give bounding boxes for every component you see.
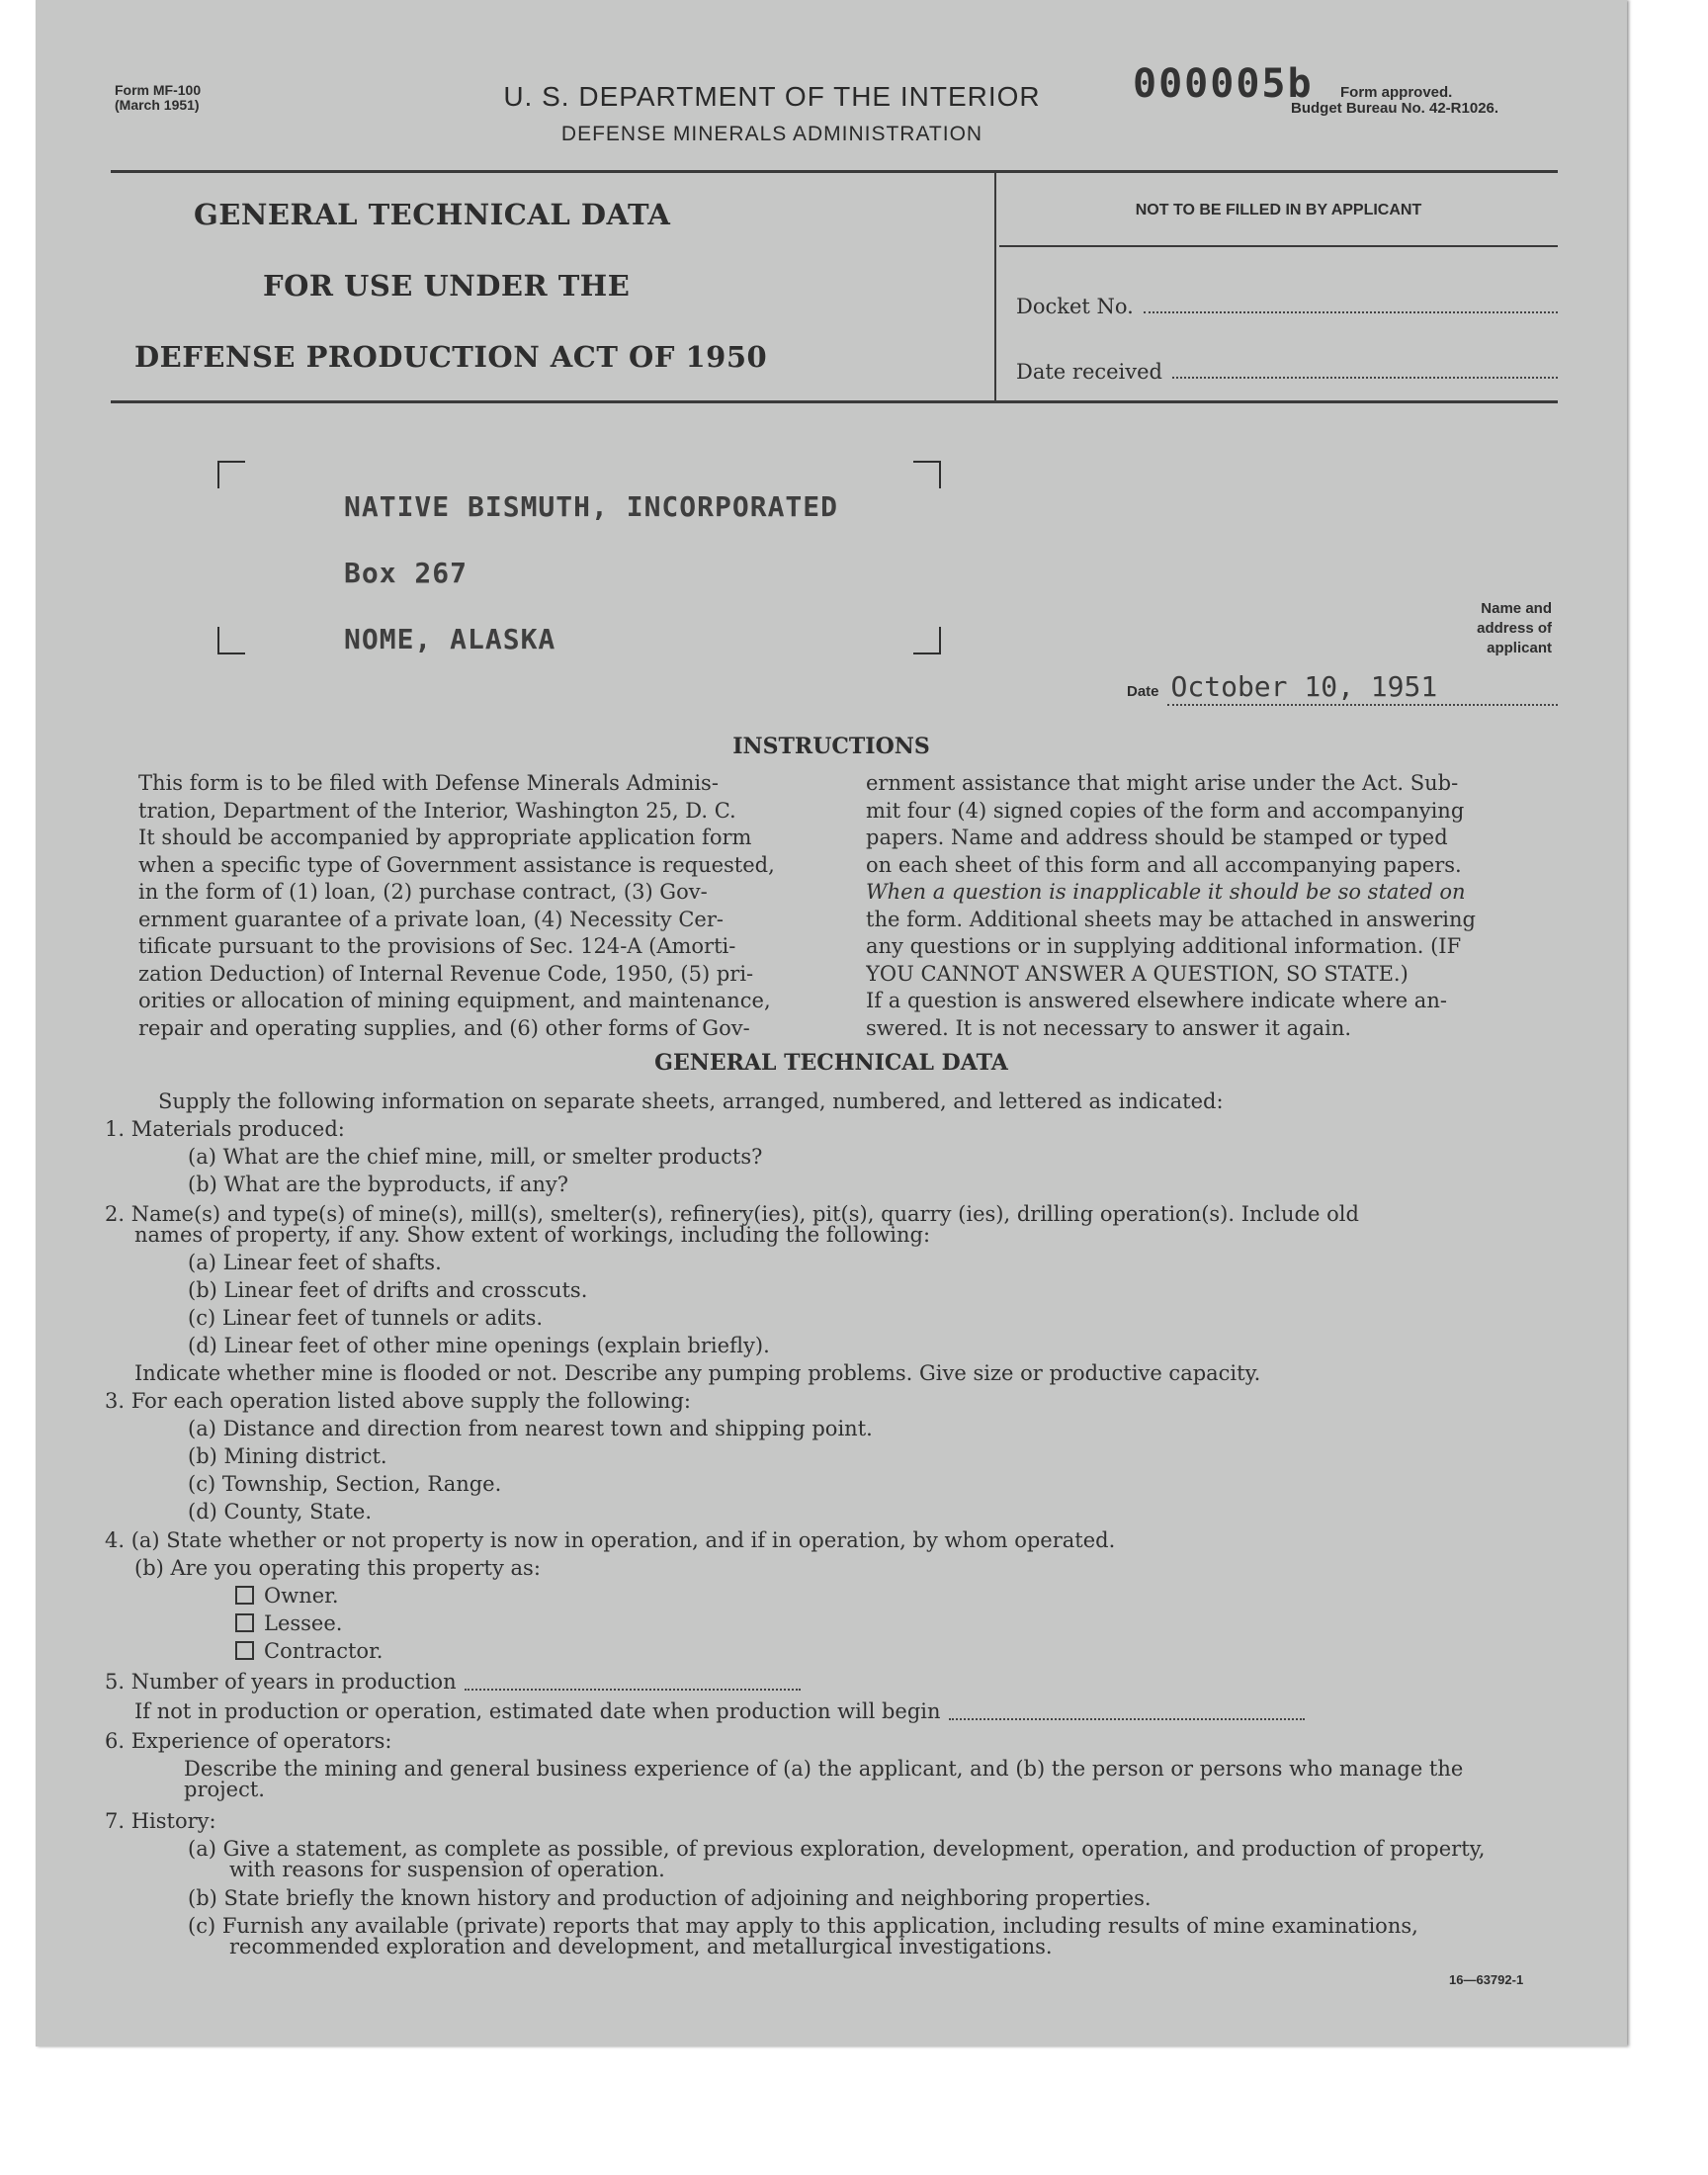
contractor-label: Contractor. [264, 1639, 384, 1663]
q3b: (b) Mining district. [188, 1444, 387, 1468]
title-line-3: DEFENSE PRODUCTION ACT OF 1950 [134, 340, 768, 374]
q5-line[interactable] [465, 1689, 801, 1691]
q6-line-1: Describe the mining and general business experience of (a) the applicant, and (b) the person or persons who manage the [184, 1757, 1464, 1781]
gtd-heading: GENERAL TECHNICAL DATA [654, 1050, 1008, 1076]
instruction-line: When a question is inapplicable it should be so stated on [866, 880, 1466, 904]
print-code: 16—63792-1 [1449, 1972, 1524, 1987]
instruction-line: It should be accompanied by appropriate application form [138, 826, 752, 849]
q2d: (d) Linear feet of other mine openings (explain briefly). [188, 1334, 770, 1357]
form-number: Form MF-100 [115, 82, 202, 98]
q7c-line-2: recommended exploration and development, and metallurgical investigations. [229, 1935, 1053, 1958]
lessee-label: Lessee. [264, 1611, 343, 1635]
q5-field[interactable] [105, 1669, 801, 1696]
department-title: U. S. DEPARTMENT OF THE INTERIOR [503, 81, 1041, 112]
q5-label: 5. Number of years in production [105, 1670, 457, 1694]
q1: 1. Materials produced: [105, 1117, 345, 1141]
instruction-line: repair and operating supplies, and (6) other forms of Gov- [138, 1015, 750, 1040]
q3c: (c) Township, Section, Range. [188, 1472, 502, 1496]
docket-field[interactable] [1016, 295, 1558, 318]
instruction-line: in the form of (1) loan, (2) purchase contract, (3) Gov- [138, 880, 708, 904]
instruction-line: ernment assistance that might arise under the Act. Sub- [866, 771, 1459, 795]
applicant-address-2: NOME, ALASKA [344, 623, 556, 655]
instruction-line: swered. It is not necessary to answer it again. [866, 1015, 1352, 1040]
address-corner-br [913, 627, 941, 654]
q3d: (d) County, State. [188, 1500, 373, 1523]
q3: 3. For each operation listed above supply the following: [105, 1389, 691, 1413]
q6-line-2: project. [184, 1778, 265, 1801]
gtd-intro: Supply the following information on separate sheets, arranged, numbered, and lettered as indicated: [158, 1089, 1224, 1113]
title-line-2: FOR USE UNDER THE [263, 269, 631, 303]
q4a: 4. (a) State whether or not property is now in operation, and if in operation, by whom operated. [105, 1528, 1116, 1552]
divider-rule [994, 173, 996, 400]
bottom-rule [111, 400, 1558, 403]
q7c-line-1: (c) Furnish any available (private) reports that may apply to this application, including results of mine examinations, [188, 1914, 1418, 1938]
approval-line-2: Budget Bureau No. 42-R1026. [1291, 100, 1499, 117]
q2a: (a) Linear feet of shafts. [188, 1251, 442, 1274]
q3a: (a) Distance and direction from nearest town and shipping point. [188, 1417, 873, 1440]
instruction-line: This form is to be filed with Defense Minerals Adminis- [138, 771, 719, 795]
instruction-line: tration, Department of the Interior, Washington 25, D. C. [138, 798, 736, 823]
instructions-heading: INSTRUCTIONS [732, 734, 930, 759]
approval-line-1: Form approved. [1340, 84, 1453, 101]
date-value[interactable]: October 10, 1951 [1167, 670, 1558, 706]
applicant-address-1: Box 267 [344, 557, 469, 589]
office-use-heading: NOT TO BE FILLED IN BY APPLICANT [1135, 202, 1422, 218]
applicant-label-line-1: Name and [1481, 600, 1552, 617]
office-heading-rule [999, 245, 1558, 247]
serial-stamp: 000005b [1133, 61, 1314, 107]
q4-owner-option[interactable] [235, 1583, 339, 1610]
date-received-line[interactable] [1172, 377, 1558, 379]
address-corner-tl [217, 461, 245, 488]
instructions-right-column [866, 770, 1560, 1042]
address-corner-tr [913, 461, 941, 488]
date-received-field[interactable] [1016, 360, 1558, 384]
owner-label: Owner. [264, 1584, 339, 1608]
q2c: (c) Linear feet of tunnels or adits. [188, 1306, 544, 1330]
docket-label: Docket No. [1016, 295, 1134, 318]
top-rule [111, 170, 1558, 173]
q1a: (a) What are the chief mine, mill, or smelter products? [188, 1145, 763, 1169]
instruction-line: on each sheet of this form and all accompanying papers. [866, 852, 1462, 877]
q2-note: Indicate whether mine is flooded or not. Describe any pumping problems. Give size or productive capacity. [134, 1361, 1261, 1385]
address-corner-bl [217, 627, 245, 654]
instruction-line: If a question is answered elsewhere indicate where an- [866, 989, 1447, 1012]
contractor-checkbox[interactable] [235, 1641, 254, 1660]
instruction-line: orities or allocation of mining equipment, and maintenance, [138, 989, 771, 1012]
form-date: (March 1951) [115, 97, 200, 113]
q4b: (b) Are you operating this property as: [134, 1556, 541, 1580]
form-page [36, 0, 1627, 2046]
approval-block [1291, 85, 1498, 117]
q6: 6. Experience of operators: [105, 1729, 392, 1753]
instruction-line: ernment guarantee of a private loan, (4) Necessity Cer- [138, 907, 724, 931]
instruction-line: papers. Name and address should be stamped or typed [866, 826, 1448, 849]
date-field[interactable] [1127, 670, 1558, 706]
q4-lessee-option[interactable] [235, 1610, 342, 1638]
q2-line-2: names of property, if any. Show extent of workings, including the following: [134, 1223, 931, 1247]
instruction-line: when a specific type of Government assistance is requested, [138, 852, 775, 877]
q4-contractor-option[interactable] [235, 1638, 383, 1666]
q1b: (b) What are the byproducts, if any? [188, 1173, 569, 1196]
date-received-label: Date received [1016, 360, 1163, 384]
applicant-name: NATIVE BISMUTH, INCORPORATED [344, 490, 839, 523]
instruction-line: YOU CANNOT ANSWER A QUESTION, SO STATE.) [866, 961, 1409, 986]
q5-sub-line[interactable] [949, 1718, 1305, 1720]
q5-sub-label: If not in production or operation, estimated date when production will begin [134, 1699, 941, 1723]
docket-line[interactable] [1144, 311, 1558, 313]
title-line-1: GENERAL TECHNICAL DATA [194, 198, 671, 231]
instruction-line: zation Deduction) of Internal Revenue Code, 1950, (5) pri- [138, 961, 754, 986]
instructions-left-column [138, 770, 836, 1042]
instruction-line: any questions or in supplying additional information. (IF [866, 934, 1462, 958]
lessee-checkbox[interactable] [235, 1613, 254, 1632]
q2-line-1: 2. Name(s) and type(s) of mine(s), mill(s), smelter(s), refinery(ies), pit(s), quarry (ies), drilling operation(s). Include old [105, 1202, 1359, 1226]
instruction-line: tificate pursuant to the provisions of Sec. 124-A (Amorti- [138, 934, 736, 958]
date-label: Date [1127, 683, 1159, 700]
q7a-line-2: with reasons for suspension of operation. [229, 1858, 665, 1881]
applicant-label-line-3: applicant [1487, 640, 1552, 656]
administration-title: DEFENSE MINERALS ADMINISTRATION [560, 123, 983, 145]
applicant-label [1400, 599, 1552, 658]
q2b: (b) Linear feet of drifts and crosscuts. [188, 1278, 588, 1302]
instruction-line: mit four (4) signed copies of the form and accompanying [866, 798, 1465, 823]
applicant-label-line-2: address of [1477, 620, 1552, 637]
owner-checkbox[interactable] [235, 1586, 254, 1605]
q5-sub-field[interactable] [134, 1698, 1305, 1726]
q7: 7. History: [105, 1809, 216, 1833]
q7b: (b) State briefly the known history and production of adjoining and neighboring properties. [188, 1886, 1152, 1910]
instruction-line: the form. Additional sheets may be attached in answering [866, 907, 1476, 931]
q7a-line-1: (a) Give a statement, as complete as possible, of previous exploration, development, operation, and production of property, [188, 1837, 1486, 1861]
